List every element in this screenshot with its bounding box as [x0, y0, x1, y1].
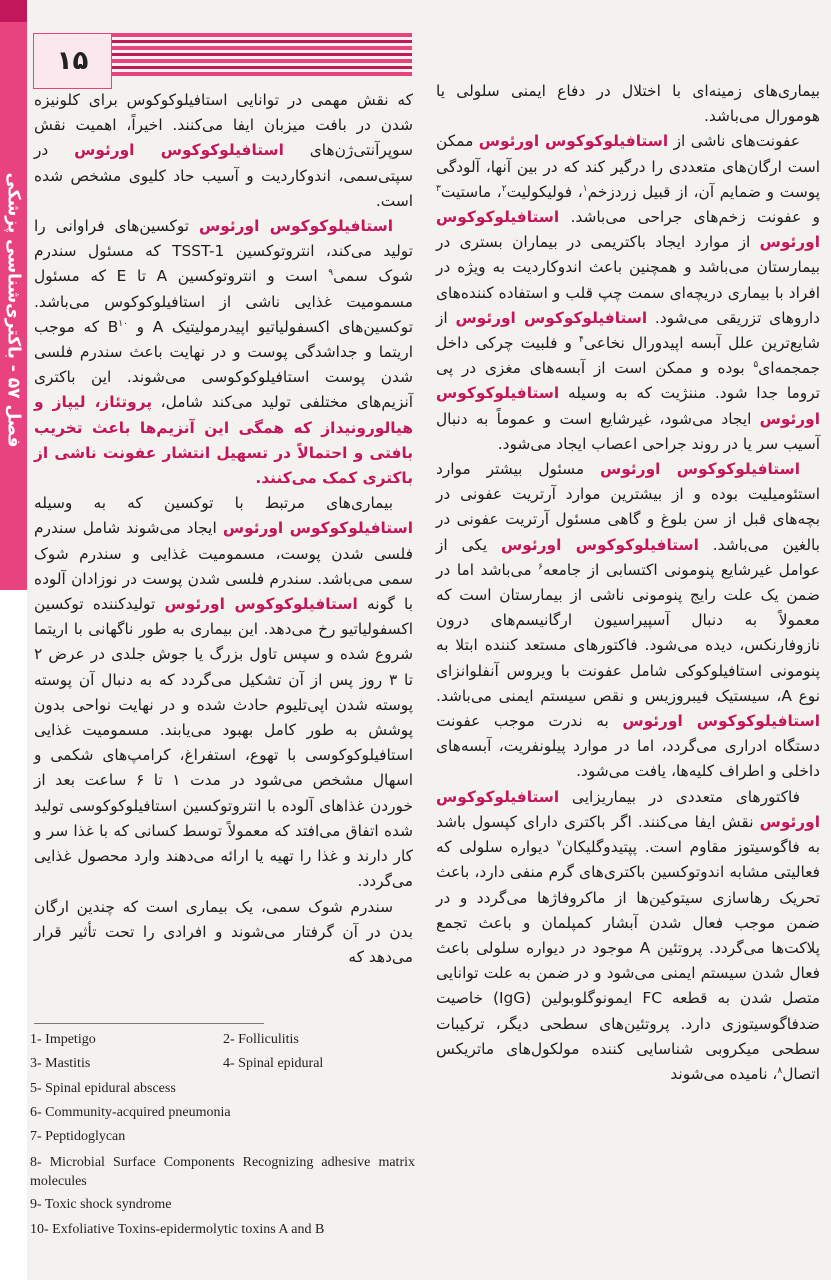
footnote-ref: ۳ — [436, 183, 441, 194]
footnote-7: 7- Peptidoglycan — [30, 1129, 126, 1145]
highlighted-term: استافیلوکوکوس اورئوس — [501, 535, 699, 554]
footnote-10: 10- Exfoliative Toxins-epidermolytic toxins A and B — [30, 1221, 325, 1237]
footnote-ref: ۲ — [501, 183, 507, 194]
text-run: می‌باشد اما در ضمن یک علت رایج پنومونی ناشی از بیمارستان است که معمولاً به دنبال آسپیراسیون ارگانیسم‌های درون نازوفارنکس، دیده می‌شود. فاکتورهای مستعد کننده ابتلا به پنومونی استافیلوکوکی شامل عفونت با ویروس آنفلوانزای نوع A، سیستیک فیبروزیس و نقص سیستم ایمنی می‌باشد. — [436, 560, 820, 705]
chapter-tab — [0, 0, 27, 590]
footnote-ref: ۱۰ — [118, 318, 128, 329]
text-run: در سپتی‌سمی، اندوکاردیت و آسیب حاد کلیوی مشخص شده است. — [34, 141, 413, 210]
footnote-row — [30, 1028, 415, 1052]
text-run: بوده و ممکن است از آبسه‌های مغزی در پی تروما جدا شود. مننژیت که به وسیله — [436, 359, 820, 403]
paragraph — [436, 457, 820, 785]
highlighted-term: استافیلوکوکوس اورئوس — [164, 595, 358, 614]
page-number: ۱۵ — [33, 33, 112, 89]
footnote-row — [30, 1052, 415, 1076]
text-run: یکی از عوامل غیرشایع پنومونی اکتسابی از جامعه — [436, 535, 820, 579]
highlighted-term: استافیلوکوکوس اورئوس — [222, 519, 413, 538]
highlighted-term: استافیلوکوکوس اورئوس — [74, 141, 284, 160]
paragraph — [34, 491, 413, 894]
text-run: که موجب اریتما و جداشدگی پوست و در نهایت باعث سندرم فلسی شدن پوست استافیلوکوکوسی می‌شوند. این باکتری آنزیم‌های مختلفی تولید می‌کند شامل، — [34, 317, 413, 412]
chapter-title-wrap — [0, 30, 27, 590]
text-run: بیماری‌های زمینه‌ای با اختلال در دفاع ایمنی سلولی یا هومورال می‌باشد. — [436, 82, 820, 126]
text-run: از موارد ایجاد باکتریمی در بیماران بستری در بیمارستان می‌باشد و همچنین باعث اندوکاردیت به ویژه در افراد با بیماری دریچه‌ای سمت چپ قلب و استفاده کننده‌های داروهای تزریقی می‌شود. — [436, 233, 820, 327]
footnote-rule — [34, 1023, 264, 1024]
highlighted-term: استافیلوکوکوس اورئوس — [455, 308, 648, 327]
highlighted-term: پروتئاز، لیپاز و هیالورونیداز که همگی این آنزیم‌ها باعث تخریب بافتی و احتمالاً در تسهیل انتشار عفونت ناشی از باکتری کمک می‌کنند. — [34, 393, 413, 488]
footnote-5: 5- Spinal epidural abscess — [30, 1080, 176, 1096]
header-stripes — [112, 33, 412, 87]
footnote-4: 4- Spinal epidural — [223, 1056, 324, 1072]
highlighted-term: استافیلوکوکوس اورئوس — [622, 712, 820, 731]
highlighted-term: استافیلوکوکوس اورئوس — [600, 460, 800, 479]
text-run: توکسین‌های فراوانی را تولید می‌کند، انتروتوکسین TSST-1 که مسئول سندرم شوک سمی — [34, 217, 413, 286]
text-run: نقش ایفا می‌کنند. اگر باکتری دارای کپسول باشد به فاگوسیتوز مقاوم است. پپتیدوگلیکان — [436, 812, 820, 857]
highlighted-term: استافیلوکوکوس اورئوس — [436, 787, 820, 831]
footnote-ref: ۱ — [582, 183, 588, 194]
chapter-tab-cap — [0, 0, 27, 22]
text-run: ، نامیده می‌شوند — [670, 1064, 778, 1083]
footnote-ref: ۸ — [777, 1065, 783, 1076]
text-run: که نقش مهمی در توانایی استافیلوکوکوس برای کلونیزه شدن در بافت میزبان ایفا می‌کنند. اخیراً، اهمیت نقش سوپرآنتی‌ژن‌های — [34, 91, 413, 160]
footnote-ref: ۴ — [579, 334, 584, 345]
text-run: است و انتروتوکسین A تا E که مسئول مسمومیت غذایی ناشی از استافیلوکوکوس می‌باشد. توکسین‌های اکسفولیاتیو اپیدرمولیتیک A و B — [34, 267, 413, 336]
paragraph — [34, 88, 413, 214]
footnote-6: 6- Community-acquired pneumonia — [30, 1104, 231, 1120]
highlighted-term: استافیلوکوکوس اورئوس — [199, 217, 393, 236]
footnote-3: 3- Mastitis — [30, 1056, 91, 1072]
footnote-9: 9- Toxic shock syndrome — [30, 1197, 172, 1213]
text-run: ، ماستیت — [440, 182, 502, 201]
right-text-column — [436, 79, 820, 1087]
footnotes — [30, 1028, 415, 1242]
text-run: از شایع‌ترین علل آبسه اپیدورال نخاعی — [436, 308, 820, 353]
chapter-title: فصل ۵۷ - باکتری‌شناسی پزشکی — [3, 172, 24, 448]
left-text-column — [34, 88, 413, 970]
text-run: ممکن است ارگان‌های متعددی را درگیر کند که در بین آنها، آلودگی پوست و ضمایم آن، از قبیل زردزخم — [436, 132, 820, 201]
footnote-2: 2- Folliculitis — [223, 1032, 299, 1047]
footnote-ref: ۶ — [538, 561, 543, 572]
footnote-ref: ۵ — [753, 360, 759, 371]
paragraph — [436, 79, 820, 129]
side-strip — [0, 0, 27, 1280]
paragraph — [34, 214, 413, 491]
footnote-1: 1- Impetigo — [30, 1032, 96, 1047]
text-run: دیواره سلولی که فعالیتی مشابه اندوتوکسین باکتری‌های گرم منفی دارد، باعث تحریک رهاسازی سیتوکین‌ها از ماکروفاژها می‌گردد و در ضمن موجب فعال شدن آبشار کمپلمان و باعث تجمع پلاکت‌ها می‌گردد. پروتئین A موجود در دیواره سلولی باعث فعال شدن سیستم ایمنی می‌شود و در ضمن به علت توانایی متصل شدن به قطعه FC ایمونوگلوبولین (IgG) خاصیت ضدفاگوسیتوزی دارد. پروتئین‌های سطحی دیگر، ترکیبات سطحی میکروبی شناسایی کننده مولکول‌های ماتریکس اتصال — [436, 838, 820, 1083]
text-run: به ندرت موجب عفونت دستگاه ادراری می‌گردد، اما در موارد پیلونفریت، آبسه‌های داخلی و اطراف کلیه‌ها، یافت می‌شود. — [436, 712, 820, 781]
text-run: تولیدکننده توکسین اکسفولیاتیو رخ می‌دهد. این بیماری به طور ناگهانی با اریتما شروع شده و سپس تاول بزرگ یا جوش جلدی در عرض ۲ تا ۳ روز پس از آن تشکیل می‌گردد که به دنبال آن پوسته پوسته شدن اپی‌تلیوم حادث شده و در نهایت نواحی بدون پوشش به طور کامل بهبود می‌یابند. مسمومیت غذایی استافیلوکوکوسی با تهوع، استفراغ، کرامپ‌های شکمی و اسهال مشخص می‌شود در مدت ۱ تا ۶ ساعت بعد از خوردن غذاهای آلوده با انتروتوکسین استافیلوکوکوسی تولید شده اتفاق می‌افتد که معمولاً توسط کسانی که با غذا سر و کار دارند و غذا را تهیه یا ارائه می‌دهند وارد محصول غذایی می‌گردد. — [34, 595, 413, 891]
text-run: فاکتورهای متعددی در بیماریزایی — [559, 787, 800, 806]
text-run: مسئول بیشتر موارد استئومیلیت بوده و از بیشترین موارد آرتریت عفونی در بچه‌های قبل از سن بلوغ و گاهی مسئول آرتریت عفونی در بالغین می‌باشد. — [436, 460, 820, 554]
paragraph — [436, 785, 820, 1087]
highlighted-term: استافیلوکوکوس اورئوس — [436, 208, 820, 252]
text-run: ، فولیکولیت — [506, 182, 583, 201]
footnote-ref: ۹ — [328, 268, 334, 279]
paragraph — [436, 129, 820, 457]
text-run: ایجاد می‌شوند شامل سندرم فلسی شدن پوست، مسمومیت غذایی و سندرم شوک سمی می‌باشد. سندرم فلسی شدن پوست در نوزادان آلوده با گونه — [34, 519, 413, 614]
footnote-ref: ۷ — [556, 838, 562, 849]
text-run: عفونت‌های ناشی از — [668, 132, 801, 151]
text-run: و عفونت زخم‌های جراحی می‌باشد. — [559, 208, 820, 227]
highlighted-term: استافیلوکوکوس اورئوس — [436, 384, 820, 428]
text-run: سندرم شوک سمی، یک بیماری است که چندین ارگان بدن در آن گرفتار می‌شوند و افرادی را تحت تأثیر قرار می‌دهد که — [34, 897, 413, 966]
text-run: ایجاد می‌شود، غیرشایع است و عموماً به دنبال آسیب سر یا در روند جراحی اعصاب ایجاد می‌شود. — [436, 409, 820, 453]
highlighted-term: استافیلوکوکوس اورئوس — [478, 132, 669, 151]
paragraph — [34, 895, 413, 971]
text-run: بیماری‌های مرتبط با توکسین که به وسیله — [34, 494, 393, 513]
footnote-8: 8- Microbial Surface Components Recognizing adhesive matrix molecules — [30, 1155, 415, 1190]
text-run: و فلبیت چرکی داخل جمجمه‌ای — [436, 334, 820, 378]
